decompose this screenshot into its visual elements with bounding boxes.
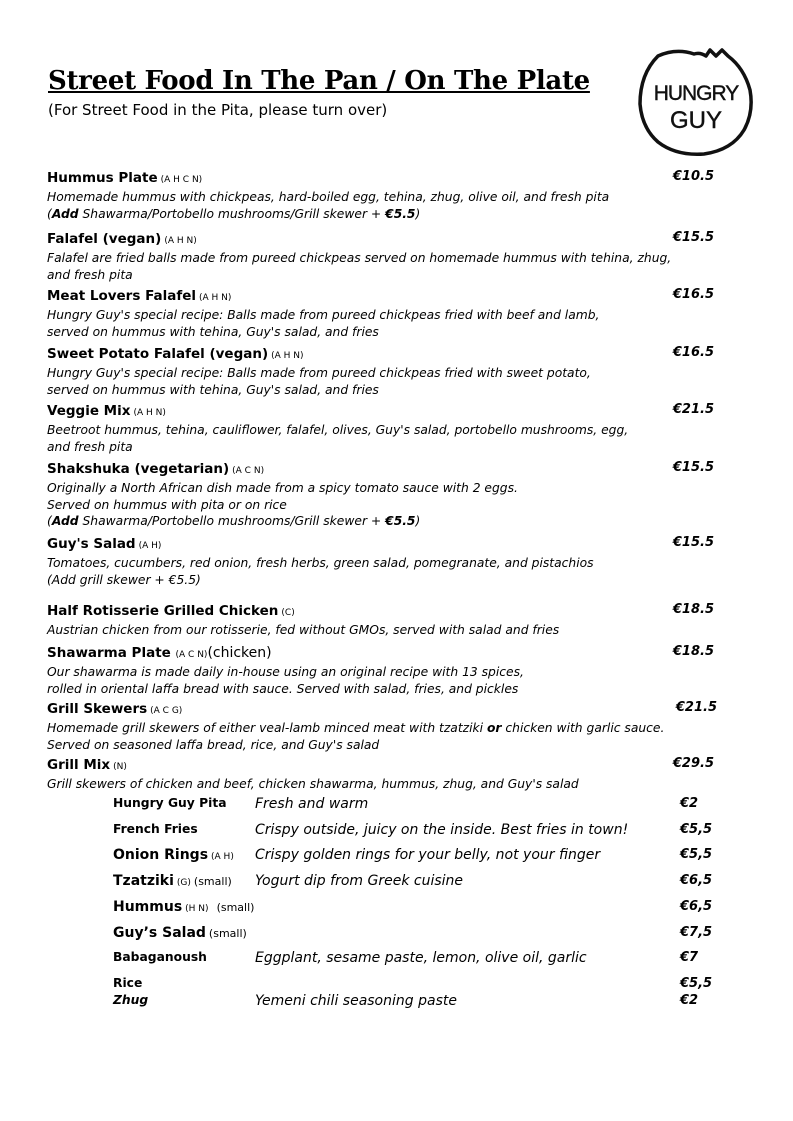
item-description: Austrian chicken from our rotisserie, fed without GMOs, served with salad and fries: [47, 623, 560, 637]
side-price: €5,5: [680, 847, 713, 862]
item-allergens: (A H N): [271, 351, 304, 361]
item-price: €15.5: [672, 460, 714, 475]
item-name: Falafel (vegan): [47, 231, 162, 247]
side-size: (small): [208, 927, 247, 940]
svg-text:GUY: GUY: [669, 107, 723, 134]
item-allergens: (C): [281, 608, 295, 618]
page-subtitle: (For Street Food in the Pita, please turn over): [48, 101, 388, 119]
side-name: Onion Rings (A H): [113, 847, 234, 863]
side-price: €2: [680, 796, 699, 811]
item-allergens: (N): [113, 762, 127, 772]
side-name: Hummus (H N) (small): [113, 899, 255, 915]
item-name: Veggie Mix: [47, 403, 131, 419]
side-size: (small): [216, 901, 255, 914]
side-name: French Fries: [113, 822, 198, 836]
menu-item-shawarma-plate: [47, 644, 737, 697]
menu-item-grill-skewers: [47, 700, 737, 753]
item-name-suffix: (chicken): [207, 645, 272, 661]
side-item-hummus: [113, 899, 723, 921]
item-name: Sweet Potato Falafel (vegan): [47, 346, 269, 362]
item-name: Half Rotisserie Grilled Chicken: [47, 603, 279, 619]
item-name: Grill Skewers: [47, 701, 148, 717]
item-description: Hungry Guy's special recipe: Balls made from pureed chickpeas fried with sweet potato,: [47, 366, 591, 380]
side-name: Babaganoush: [113, 950, 207, 964]
item-allergens: (A H N): [199, 293, 232, 303]
item-description: and fresh pita: [47, 439, 133, 454]
side-price: €5,5: [680, 822, 713, 837]
side-item-pita: [113, 796, 723, 818]
item-allergens: (A C G): [150, 706, 183, 716]
side-allergens: (A H): [211, 852, 234, 862]
side-item-onion-rings: [113, 847, 723, 869]
menu-item-meat-lovers-falafel: [47, 287, 737, 340]
side-description: Crispy golden rings for your belly, not your finger: [255, 847, 601, 863]
side-description: Crispy outside, juicy on the inside. Best fries in town!: [255, 822, 629, 838]
item-description: Homemade hummus with chickpeas, hard-boiled egg, tehina, zhug, olive oil, and fresh pita: [47, 190, 610, 204]
item-allergens: (A H N): [164, 236, 197, 246]
item-price: €16.5: [672, 287, 714, 302]
item-price: €16.5: [672, 345, 714, 360]
menu-item-veggie-mix: [47, 402, 737, 455]
item-price: €21.5: [675, 700, 717, 715]
page-title: Street Food In The Pan / On The Plate: [48, 66, 590, 96]
item-description: Homemade grill skewers of either veal-lamb minced meat with tzatziki or chicken with garlic sauce.: [47, 721, 665, 735]
side-price: €7: [680, 950, 699, 965]
side-price: €7,5: [680, 925, 713, 940]
item-name: Meat Lovers Falafel: [47, 288, 197, 304]
side-name: Rice: [113, 976, 143, 990]
side-item-babaganoush: [113, 950, 723, 972]
item-description: served on hummus with tehina, Guy's salad, and fries: [47, 324, 379, 339]
item-name: Hummus Plate: [47, 170, 158, 186]
item-addon: (Add Shawarma/Portobello mushrooms/Grill skewer + €5.5): [47, 206, 421, 221]
side-name: Tzatziki (G) (small): [113, 873, 232, 889]
item-description: (Add grill skewer + €5.5): [47, 572, 201, 587]
side-description: Eggplant, sesame paste, lemon, olive oil, garlic: [255, 950, 587, 966]
side-allergens: (H N): [185, 904, 209, 914]
menu-item-falafel: [47, 230, 737, 283]
svg-text:HUNGRY: HUNGRY: [653, 82, 739, 105]
item-price: €29.5: [672, 756, 714, 771]
item-name: Grill Mix: [47, 757, 111, 773]
item-description: Served on seasoned laffa bread, rice, and Guy's salad: [47, 737, 380, 752]
item-description: and fresh pita: [47, 267, 133, 282]
menu-item-shakshuka: [47, 460, 737, 530]
item-description: rolled in oriental laffa bread with sauce. Served with salad, fries, and pickles: [47, 681, 519, 696]
item-allergens: (A H C N): [160, 175, 203, 185]
menu-item-grill-mix: [47, 756, 737, 793]
item-name: Shawarma Plate: [47, 645, 171, 661]
side-item-french-fries: [113, 822, 723, 844]
item-description: Tomatoes, cucumbers, red onion, fresh herbs, green salad, pomegranate, and pistachios: [47, 556, 594, 570]
item-allergens: (A C N): [232, 466, 265, 476]
item-description: Falafel are fried balls made from pureed chickpeas served on homemade hummus with tehina, zhug,: [47, 251, 672, 265]
side-allergens: (G): [176, 878, 191, 888]
item-addon: (Add Shawarma/Portobello mushrooms/Grill skewer + €5.5): [47, 514, 421, 528]
item-allergens: (A C N): [175, 650, 208, 660]
menu-item-hummus-plate: [47, 169, 737, 222]
item-price: €15.5: [672, 535, 714, 550]
item-allergens: (A H N): [133, 408, 166, 418]
item-allergens: (A H): [138, 541, 162, 551]
item-name: Guy's Salad: [47, 536, 136, 552]
side-description: Fresh and warm: [255, 796, 369, 812]
side-price: €6,5: [680, 873, 713, 888]
item-price: €15.5: [672, 230, 714, 245]
side-item-zhug: [113, 993, 723, 1015]
item-price: €10.5: [672, 169, 714, 184]
side-item-guys-salad: [113, 925, 723, 947]
item-description: Grill skewers of chicken and beef, chicken shawarma, hummus, zhug, and Guy's salad: [47, 777, 579, 791]
item-description: served on hummus with tehina, Guy's salad, and fries: [47, 382, 379, 397]
side-name: Zhug: [113, 993, 149, 1007]
side-price: €6,5: [680, 899, 713, 914]
item-description: Our shawarma is made daily in-house using an original recipe with 13 spices,: [47, 665, 524, 679]
menu-item-guys-salad: [47, 535, 737, 588]
side-name: Hungry Guy Pita: [113, 796, 227, 810]
item-price: €18.5: [672, 602, 714, 617]
side-size: (small): [193, 875, 232, 888]
item-name: Shakshuka (vegetarian): [47, 461, 230, 477]
menu-item-rotisserie-chicken: [47, 602, 737, 639]
hungry-guy-logo: [636, 46, 756, 158]
item-price: €18.5: [672, 644, 714, 659]
side-description: Yogurt dip from Greek cuisine: [255, 873, 464, 889]
item-price: €21.5: [672, 402, 714, 417]
item-description: Originally a North African dish made from a spicy tomato sauce with 2 eggs.: [47, 481, 518, 495]
side-item-tzatziki: [113, 873, 723, 895]
item-description: Hungry Guy's special recipe: Balls made from pureed chickpeas fried with beef and lamb,: [47, 308, 600, 322]
menu-item-sweet-potato-falafel: [47, 345, 737, 398]
side-name: Guy’s Salad (small): [113, 925, 247, 941]
side-price: €2: [680, 993, 699, 1008]
side-price: €5,5: [680, 976, 713, 991]
side-description: Yemeni chili seasoning paste: [255, 993, 457, 1009]
item-description: Beetroot hummus, tehina, cauliflower, falafel, olives, Guy's salad, portobello mushrooms, egg,: [47, 423, 629, 437]
item-description: Served on hummus with pita or on rice: [47, 497, 287, 512]
